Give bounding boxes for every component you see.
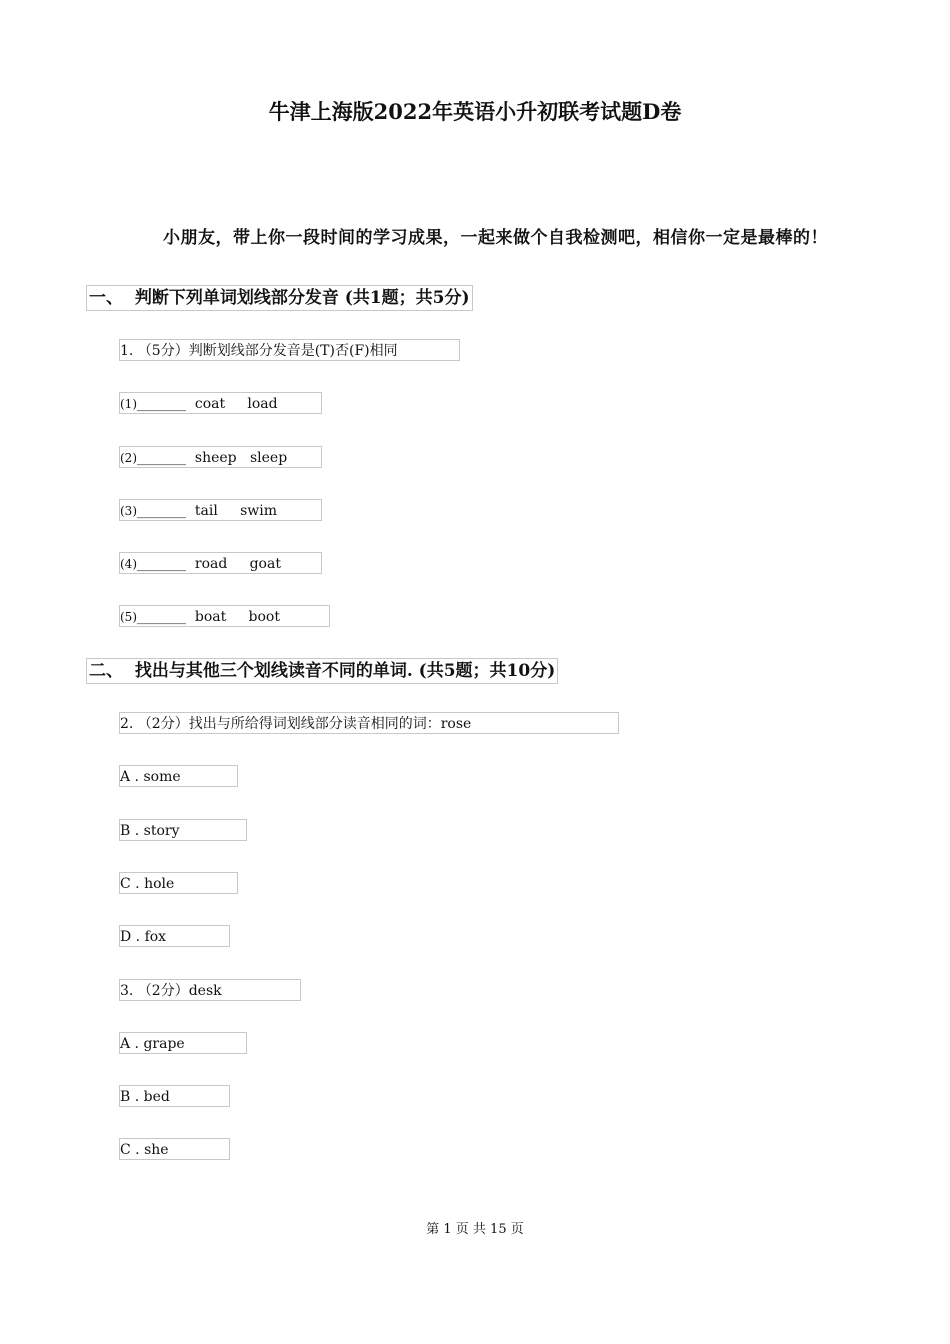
question-3: 3. （2分）desk xyxy=(119,979,301,1001)
item-text: _______ coat load xyxy=(137,396,278,412)
item-number: (5) xyxy=(120,610,137,624)
list-item xyxy=(119,392,322,414)
item-number: (4) xyxy=(120,557,137,571)
option-d: D . fox xyxy=(119,925,230,947)
option-c: C . she xyxy=(119,1138,230,1160)
question-1: 1. （5分）判断划线部分发音是(T)否(F)相同 xyxy=(119,339,460,361)
page-footer: 第 1 页 共 15 页 xyxy=(426,1222,524,1237)
option-c: C . hole xyxy=(119,872,238,894)
list-item xyxy=(119,446,322,468)
option-a: A . grape xyxy=(119,1032,247,1054)
item-text: _______ boat boot xyxy=(137,609,280,625)
item-number: (3) xyxy=(120,504,137,518)
list-item xyxy=(119,552,322,574)
option-a: A . some xyxy=(119,765,238,787)
list-item xyxy=(119,499,322,521)
item-number: (1) xyxy=(120,397,137,411)
question-2: 2. （2分）找出与所给得词划线部分读音相同的词：rose xyxy=(119,712,619,734)
item-text: _______ road goat xyxy=(137,556,281,572)
section-2-heading: 二、 找出与其他三个划线读音不同的单词. (共5题；共10分) xyxy=(86,658,558,684)
item-number: (2) xyxy=(120,451,137,465)
option-b: B . story xyxy=(119,819,247,841)
list-item xyxy=(119,605,330,627)
section-1-heading: 一、 判断下列单词划线部分发音 (共1题；共5分) xyxy=(86,285,473,311)
item-text: _______ sheep sleep xyxy=(137,450,288,466)
page-title: 牛津上海版2022年英语小升初联考试题D卷 xyxy=(268,99,682,124)
option-b: B . bed xyxy=(119,1085,230,1107)
item-text: _______ tail swim xyxy=(137,503,277,519)
intro-text: 小朋友，带上你一段时间的学习成果，一起来做个自我检测吧，相信你一定是最棒的！ xyxy=(163,228,828,248)
